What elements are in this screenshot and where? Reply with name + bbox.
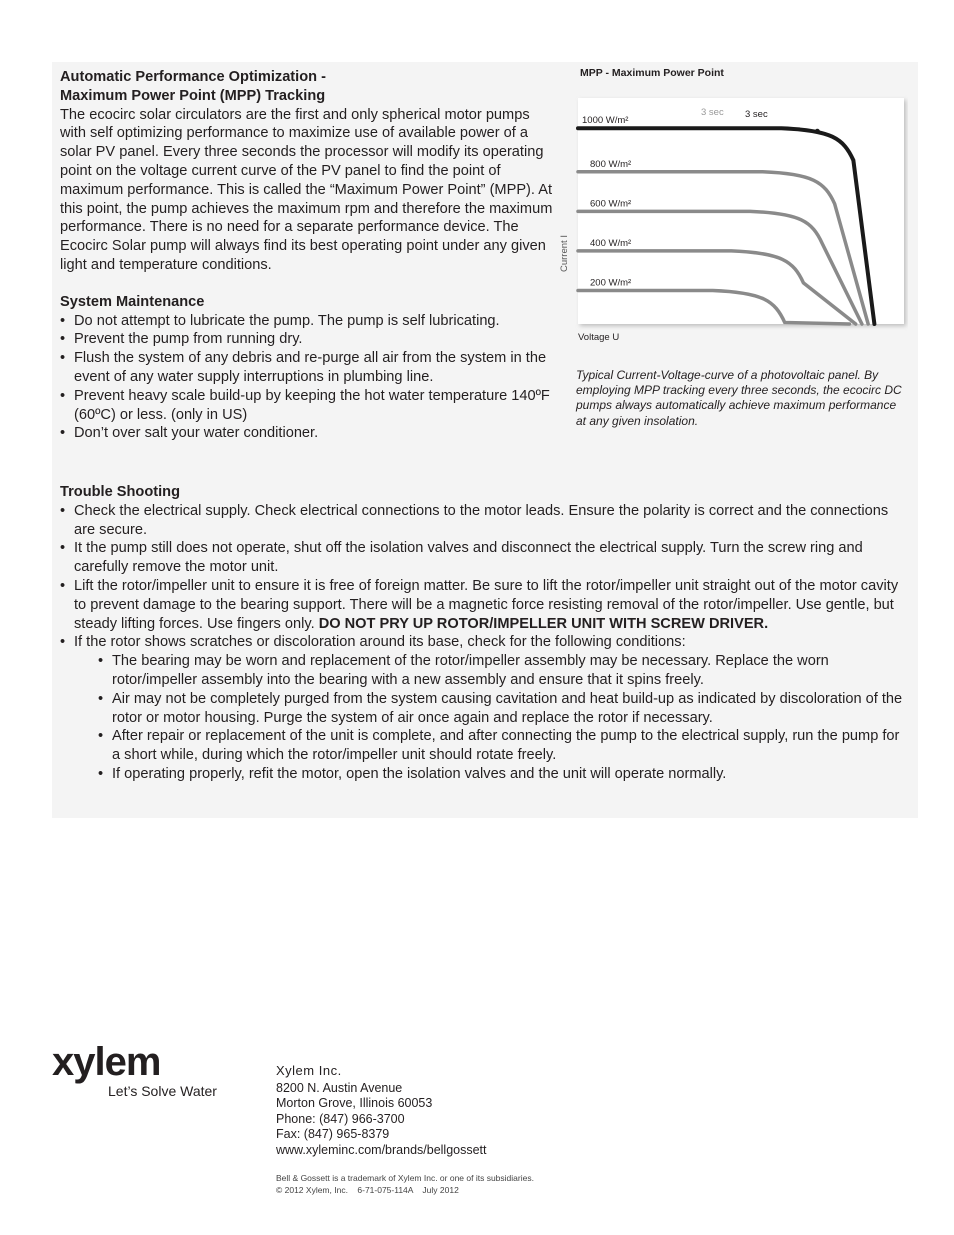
maintenance-heading: System Maintenance: [60, 293, 205, 310]
address-block: [276, 1063, 487, 1159]
mpp-body: The ecocirc solar circulators are the first and only spherical motor pumps with self optimizing performance to maximize use of available power of a solar PV panel. Every three seconds the processor will modify its operating point on the voltage current curve of the PV panel to find the point of maximum performance. This is called the “Maximum Power Point” (MPP). At this point, the pump achieves the maximum rpm and therefore the maximum performance. There is no need for a separate performance device. The Ecocirc Solar pump will always find its best operating point under any given light and temperature conditions.: [60, 106, 553, 273]
chart-caption: Typical Current-Voltage-curve of a photovoltaic panel. By employing MPP tracking every three seconds, the ecocirc DC pumps always automatically achieve maximum performance at any given insolation.: [576, 368, 902, 428]
mpp-heading-line1: Automatic Performance Optimization -: [60, 69, 326, 85]
x-axis-label: Voltage U: [578, 332, 620, 343]
list-item: [60, 577, 905, 633]
mpp-point: [815, 129, 820, 134]
list-item-text: If the rotor shows scratches or discoloration around its base, check for the following conditions:: [74, 634, 686, 651]
phone: Phone: (847) 966-3700: [276, 1111, 405, 1126]
xylem-logo: [52, 1040, 217, 1099]
list-item: • It the pump still does not operate, shut off the isolation valves and disconnect the electrical supply. Turn the screw ring and carefully remove the motor unit.: [60, 539, 905, 577]
mpp-heading: [60, 68, 555, 106]
sub-list-item: • After repair or replacement of the unit is complete, and after connecting the pump to the electrical supply, run the pump for a short while, during which the rotor/impeller unit should rotate freely.: [98, 727, 905, 765]
trouble-section: [60, 483, 905, 784]
list-item: • Do not attempt to lubricate the pump. The pump is self lubricating.: [60, 312, 555, 331]
annotation-3sec: 3 sec: [745, 109, 768, 120]
curve-label: 400 W/m²: [590, 237, 632, 249]
list-item: [60, 633, 905, 783]
fine-print: [276, 1172, 534, 1196]
trouble-heading: Trouble Shooting: [60, 484, 180, 500]
sub-list: [74, 652, 905, 784]
list-item: • Prevent the pump from running dry.: [60, 330, 555, 349]
curve-label: 600 W/m²: [590, 198, 632, 210]
copyright-text: © 2012 Xylem, Inc. 6-71-075-114A July 2012: [276, 1185, 459, 1195]
website-link[interactable]: www.xyleminc.com/brands/bellgossett: [276, 1142, 487, 1157]
logo-tagline: Let’s Solve Water: [108, 1083, 217, 1099]
company-name: Xylem Inc.: [276, 1063, 342, 1078]
maintenance-list: [60, 312, 555, 444]
logo-wordmark: xylem: [52, 1040, 161, 1084]
chart-title: MPP - Maximum Power Point: [580, 67, 724, 79]
street: 8200 N. Austin Avenue: [276, 1080, 403, 1095]
curve-label: 1000 W/m²: [582, 115, 629, 127]
sub-list-item: • Air may not be completely purged from the system causing cavitation and heat build-up as indicated by discoloration of the rotor or motor housing. Purge the system of air once again and replace the rotor if necessary.: [98, 690, 905, 728]
curve-label: 200 W/m²: [590, 277, 632, 289]
list-item: • Flush the system of any debris and re-purge all air from the system in the event of any water supply interruptions in plumbing line.: [60, 349, 555, 387]
mpp-heading-line2: Maximum Power Point (MPP) Tracking: [60, 87, 326, 104]
city: Morton Grove, Illinois 60053: [276, 1096, 433, 1111]
trademark-text: Bell & Gossett is a trademark of Xylem Inc. or one of its subsidiaries.: [276, 1173, 534, 1183]
list-item: • Don’t over salt your water conditioner.: [60, 424, 555, 443]
trouble-list: [60, 502, 905, 784]
list-item: • Check the electrical supply. Check electrical connections to the motor leads. Ensure the polarity is correct and the connections are secure.: [60, 502, 905, 540]
fax: Fax: (847) 965-8379: [276, 1127, 390, 1142]
list-item: • Prevent heavy scale build-up by keeping the hot water temperature 140ºF (60ºC) or less. (only in US): [60, 387, 555, 425]
left-column: [60, 68, 555, 443]
curve-label: 800 W/m²: [590, 158, 632, 170]
iv-chart: [556, 94, 908, 344]
y-axis-label: Current I: [559, 235, 570, 272]
warning-text: DO NOT PRY UP ROTOR/IMPELLER UNIT WITH SCREW DRIVER.: [318, 615, 769, 632]
sub-list-item: • If operating properly, refit the motor, open the isolation valves and the unit will operate normally.: [98, 765, 905, 784]
annotation-faded: 3 sec: [701, 107, 724, 118]
sub-list-item: • The bearing may be worn and replacement of the rotor/impeller assembly may be necessary. Replace the worn rotor/impeller assembly into the bearing with a new assembly and ensure that it spins freely.: [98, 652, 905, 690]
list-item-text: Lift the rotor/impeller unit to ensure it is free of foreign matter. Be sure to lift the rotor/impeller unit straight out of the motor cavity to prevent damage to the bearing support. There will be a magnetic force resisting removal of the rotor/impeller. Use gentle, but steady lifting forces. Use fingers only.: [74, 577, 899, 632]
